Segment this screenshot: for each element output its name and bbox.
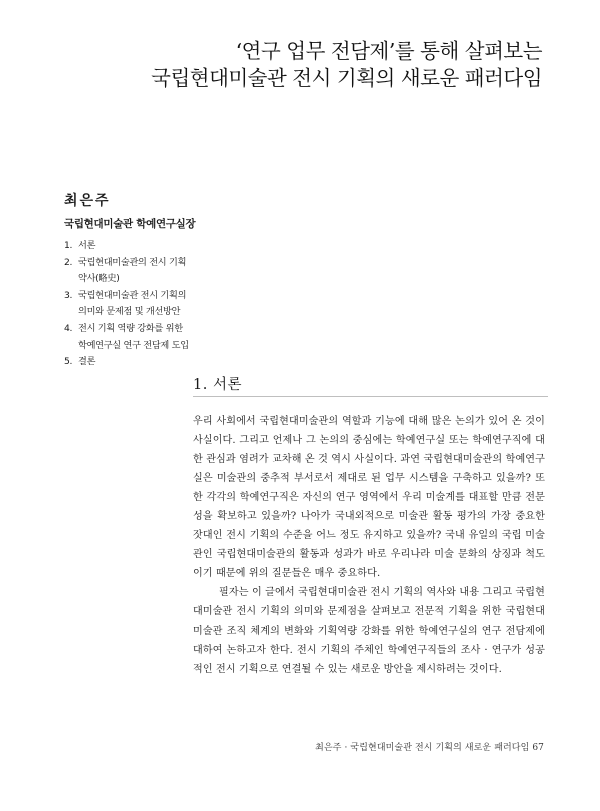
section-heading: 1. 서론	[193, 377, 242, 393]
author-name: 최은주	[64, 193, 111, 209]
toc-number: 1.	[64, 240, 73, 251]
toc-number: 4.	[64, 322, 73, 334]
toc-item	[64, 238, 264, 255]
title-line-1: ‘연구 업무 전담제’를 통해 살펴보는	[235, 39, 542, 63]
article-title	[82, 38, 542, 92]
body-text	[193, 412, 545, 679]
toc-item	[64, 288, 264, 321]
toc-number: 5.	[64, 356, 73, 368]
toc-text: 서론	[78, 240, 96, 251]
toc-item	[64, 255, 264, 288]
toc-item	[64, 354, 264, 371]
toc-text-cont: 약사(略史)	[78, 273, 120, 285]
toc-text-cont: 의미와 문제점 및 개선방안	[78, 306, 181, 318]
page-number: 67	[532, 743, 544, 753]
toc-text: 국립현대미술관 전시 기획의	[78, 289, 187, 301]
author-block	[64, 190, 284, 231]
toc-text-cont: 학예연구실 연구 전담제 도입	[78, 339, 189, 351]
toc-text: 결론	[78, 356, 96, 368]
table-of-contents	[64, 238, 264, 371]
toc-text: 전시 기획 역량 강화를 위한	[78, 322, 183, 334]
toc-item	[64, 321, 264, 354]
section-divider	[193, 396, 548, 397]
author-affiliation: 국립현대미술관 학예연구실장	[64, 218, 196, 230]
title-line-2: 국립현대미술관 전시 기획의 새로운 패러다임	[151, 66, 542, 90]
toc-number: 2.	[64, 256, 73, 268]
paragraph: 우리 사회에서 국립현대미술관의 역할과 기능에 대해 많은 논의가 있어 온 것이 사실이다. 그리고 언제나 그 논의의 중심에는 학예연구실 또는 학예연구직에 대한 관심과 염려가 교차해 온 것 역시 사실이다. 과연 국립현대미술관의 학예연구실은 미술관의 중추적 부서로서 제대로 된 업무 시스템을 구축하고 있을까? 또한 각각의 학예연구직은 자신의 연구 영역에서 우리 미술계를 대표할 만큼 전문성을 확보하고 있을까? 나아가 국내외적으로 미술관 활동 평가의 가장 중요한 잣대인 전시 기획의 수준을 어느 정도 유지하고 있을까? 국내 유일의 국립 미술관인 국립현대미술관의 활동과 성과가 바로 우리나라 미술 문화의 상징과 척도이기 때문에 위의 질문들은 매우 중요하다.	[193, 416, 545, 580]
paragraph: 필자는 이 글에서 국립현대미술관 전시 기획의 역사와 내용 그리고 국립현대미술관 전시 기획의 의미와 문제점을 살펴보고 전문적 기획을 위한 국립현대미술관 조직 체계의 변화와 기획역량 강화를 위한 학예연구실의 연구 전담제에 대하여 논하고자 한다. 전시 기획의 주체인 학예연구직들의 조사 · 연구가 성공적인 전시 기획으로 연결될 수 있는 새로운 방안을 제시하려는 것이다.	[193, 587, 545, 675]
running-title: 최은주 · 국립현대미술관 전시 기획의 새로운 패러다임	[315, 743, 530, 753]
toc-number: 3.	[64, 289, 73, 301]
toc-text: 국립현대미술관의 전시 기획	[78, 256, 187, 268]
page-footer	[315, 740, 544, 753]
